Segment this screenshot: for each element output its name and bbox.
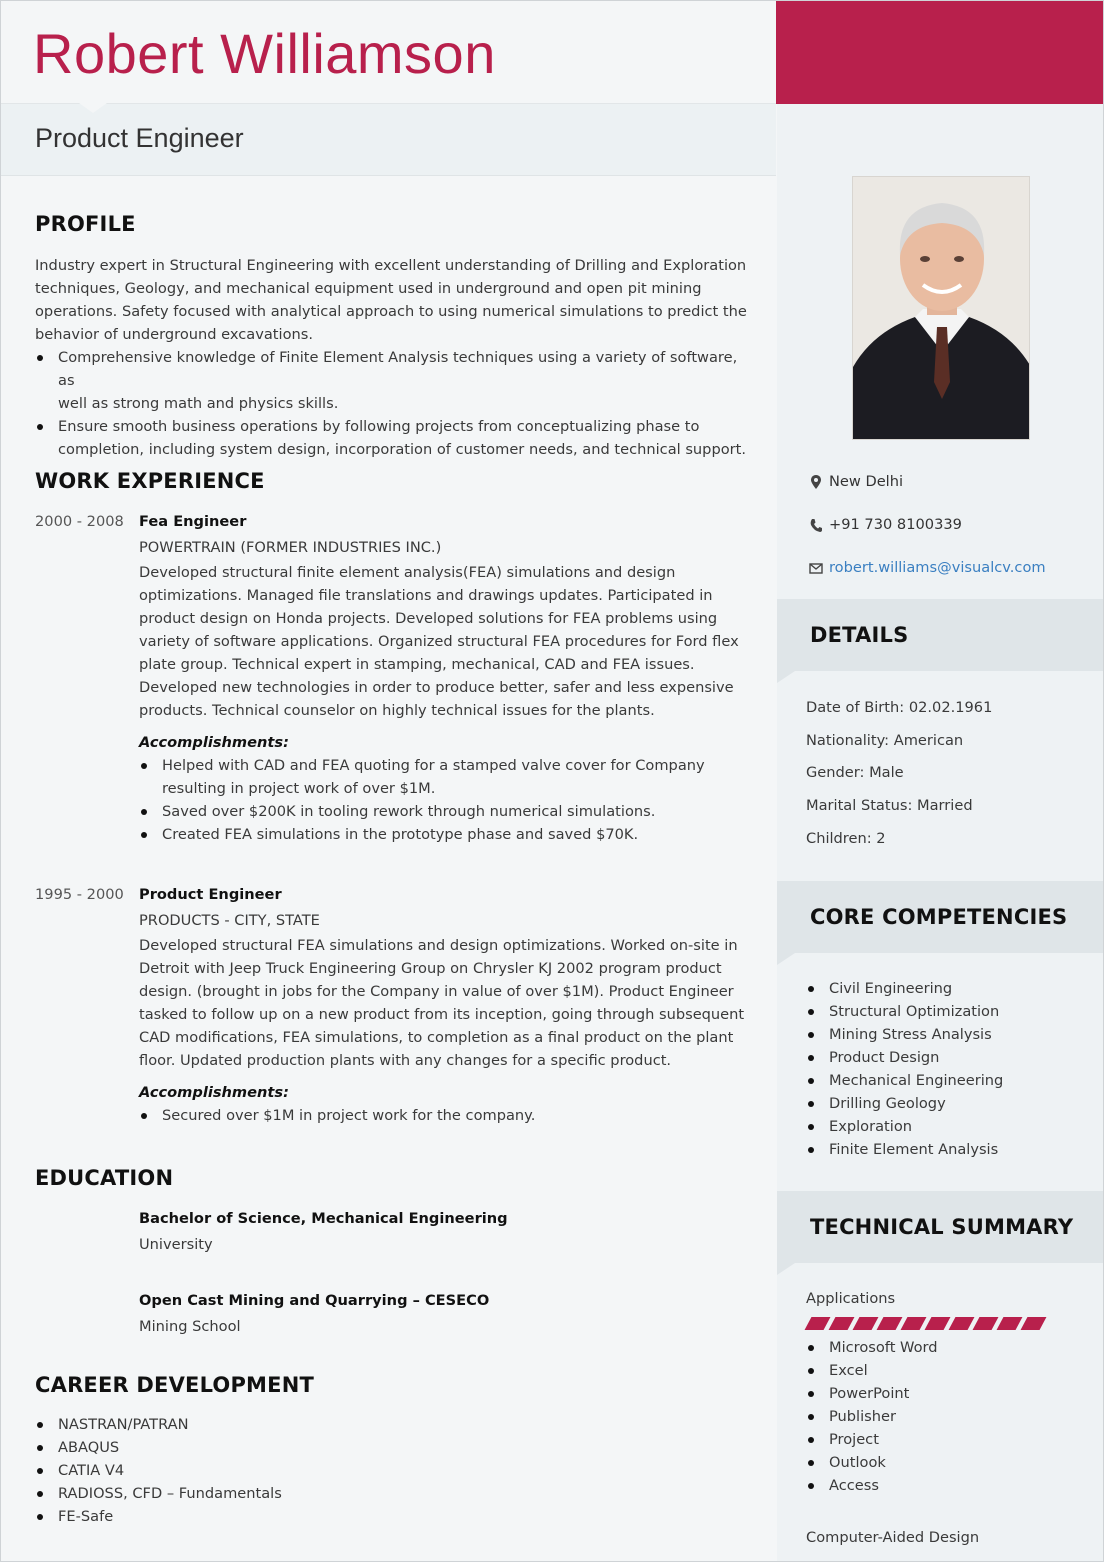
- accomplishment-item: [139, 1104, 759, 1127]
- detail-nationality: Nationality: American: [806, 732, 964, 749]
- contact-phone: [809, 516, 962, 533]
- bullet-line: Comprehensive knowledge of Finite Element Analysis techniques using a variety of software, as: [58, 349, 738, 389]
- education-heading: EDUCATION: [35, 1166, 174, 1190]
- profile-bullet: [35, 346, 755, 415]
- contact-email[interactable]: [809, 559, 1046, 576]
- competency-item: Mining Stress Analysis: [806, 1023, 1096, 1046]
- rating-segment: [877, 1317, 903, 1330]
- desc-line: products. Technical counselor on highly technical issues for the plants.: [139, 702, 655, 719]
- rating-segment: [997, 1317, 1023, 1330]
- competency-item: Structural Optimization: [806, 1000, 1096, 1023]
- job-description: [139, 561, 759, 722]
- email-link[interactable]: robert.williams@visualcv.com: [829, 559, 1046, 576]
- competency-item: Civil Engineering: [806, 977, 1096, 1000]
- bullet-line: Ensure smooth business operations by following projects from conceptualizing phase to: [58, 418, 700, 435]
- job-dates: 1995 - 2000: [35, 886, 124, 903]
- profile-bullet: [35, 415, 755, 461]
- desc-line: CAD modifications, FEA simulations, to completion as a final product on the plant: [139, 1029, 734, 1046]
- desc-line: tasked to follow up on a new product from its inception, going through subsequent: [139, 1006, 745, 1023]
- application-item: PowerPoint: [806, 1382, 1096, 1405]
- accomplishment-item: [139, 754, 759, 800]
- contact-location: [809, 473, 903, 490]
- career-item: CATIA V4: [35, 1459, 435, 1482]
- desc-line: product design on Honda projects. Developed solutions for FEA problems using: [139, 610, 718, 627]
- desc-line: plate group. Technical expert in stamping, mechanical, CAD and FEA issues.: [139, 656, 695, 673]
- education-school: University: [139, 1236, 213, 1253]
- education-degree: Open Cast Mining and Quarrying – CESECO: [139, 1292, 490, 1309]
- competencies-band-pointer: [777, 953, 795, 965]
- cad-label: Computer-Aided Design: [806, 1529, 980, 1546]
- desc-line: floor. Updated production plants with any changes for a specific product.: [139, 1052, 672, 1069]
- header-accent-block: [776, 1, 1104, 104]
- location-text: New Delhi: [829, 473, 904, 490]
- accomplishments-list: [139, 754, 759, 846]
- profile-text: [35, 254, 755, 346]
- application-item: Outlook: [806, 1451, 1096, 1474]
- desc-line: variety of software applications. Organized structural FEA procedures for Ford flex: [139, 633, 739, 650]
- rating-segment: [901, 1317, 927, 1330]
- bullet-line: Saved over $200K in tooling rework through numerical simulations.: [162, 803, 656, 820]
- job-company: PRODUCTS - CITY, STATE: [139, 912, 320, 929]
- competency-item: Product Design: [806, 1046, 1096, 1069]
- application-item: Project: [806, 1428, 1096, 1451]
- education-degree: Bachelor of Science, Mechanical Engineering: [139, 1210, 508, 1227]
- accomplishment-item: [139, 800, 759, 823]
- profile-line: behavior of underground excavations.: [35, 326, 314, 343]
- job-title: Product Engineer: [35, 123, 244, 153]
- career-item: ABAQUS: [35, 1436, 435, 1459]
- applications-label: Applications: [806, 1290, 896, 1307]
- desc-line: Developed structural FEA simulations and design optimizations. Worked on-site in: [139, 937, 738, 954]
- application-item: Publisher: [806, 1405, 1096, 1428]
- competency-item: Mechanical Engineering: [806, 1069, 1096, 1092]
- envelope-icon: [809, 560, 823, 576]
- career-item: RADIOSS, CFD – Fundamentals: [35, 1482, 435, 1505]
- desc-line: Developed new technologies in order to produce better, safer and less expensive: [139, 679, 734, 696]
- profile-photo: [852, 176, 1030, 440]
- profile-line: Industry expert in Structural Engineering with excellent understanding of Drilling and Exploration: [35, 257, 747, 274]
- technical-band-pointer: [777, 1263, 795, 1275]
- rating-segment: [805, 1317, 831, 1330]
- bullet-line: completion, including system design, incorporation of customer needs, and technical support.: [58, 441, 746, 458]
- job-dates: 2000 - 2008: [35, 513, 124, 530]
- profile-heading: PROFILE: [35, 212, 136, 236]
- detail-children: Children: 2: [806, 830, 886, 847]
- candidate-name: Robert Williamson: [33, 22, 496, 85]
- phone-icon: [809, 517, 823, 533]
- job-company: POWERTRAIN (FORMER INDUSTRIES INC.): [139, 539, 442, 556]
- job-role: Fea Engineer: [139, 513, 247, 530]
- job-role: Product Engineer: [139, 886, 282, 903]
- education-school: Mining School: [139, 1318, 241, 1335]
- accomplishments-list: [139, 1104, 759, 1127]
- rating-segment: [829, 1317, 855, 1330]
- competency-item: Exploration: [806, 1115, 1096, 1138]
- application-item: Excel: [806, 1359, 1096, 1382]
- rating-segment: [925, 1317, 951, 1330]
- profile-line: operations. Safety focused with analytical approach to using numerical simulations to predict the: [35, 303, 747, 320]
- application-item: Access: [806, 1474, 1096, 1497]
- phone-text: +91 730 8100339: [829, 516, 962, 533]
- name-band-pointer: [79, 103, 107, 113]
- job-description: [139, 934, 759, 1072]
- competencies-list: [806, 977, 1096, 1161]
- rating-segment: [949, 1317, 975, 1330]
- rating-segment: [1021, 1317, 1047, 1330]
- accomplishment-item: [139, 823, 759, 846]
- bullet-line: Created FEA simulations in the prototype phase and saved $70K.: [162, 826, 639, 843]
- rating-segment: [853, 1317, 879, 1330]
- work-heading: WORK EXPERIENCE: [35, 469, 265, 493]
- profile-bullets: [35, 346, 755, 461]
- career-heading: CAREER DEVELOPMENT: [35, 1373, 314, 1397]
- detail-marital-status: Marital Status: Married: [806, 797, 973, 814]
- bullet-line: well as strong math and physics skills.: [58, 395, 339, 412]
- profile-line: techniques, Geology, and mechanical equipment used in underground and open pit mining: [35, 280, 702, 297]
- applications-rating-bar: [808, 1317, 1048, 1330]
- accomplishments-label: Accomplishments:: [139, 1084, 289, 1101]
- detail-dob: Date of Birth: 02.02.1961: [806, 699, 993, 716]
- applications-list: [806, 1336, 1096, 1497]
- rating-segment: [973, 1317, 999, 1330]
- details-band-pointer: [777, 671, 795, 683]
- desc-line: Detroit with Jeep Truck Engineering Group on Chrysler KJ 2002 program product: [139, 960, 722, 977]
- desc-line: optimizations. Managed file translations and drawings updates. Participated in: [139, 587, 713, 604]
- technical-heading: TECHNICAL SUMMARY: [810, 1215, 1074, 1239]
- detail-gender: Gender: Male: [806, 764, 904, 781]
- details-heading: DETAILS: [810, 623, 909, 647]
- map-pin-icon: [809, 474, 823, 490]
- bullet-line: resulting in project work of over $1M.: [162, 780, 436, 797]
- desc-line: design. (brought in jobs for the Company in value of over $1M). Product Engineer: [139, 983, 734, 1000]
- desc-line: Developed structural finite element analysis(FEA) simulations and design: [139, 564, 676, 581]
- competencies-heading: CORE COMPETENCIES: [810, 905, 1068, 929]
- career-item: FE-Safe: [35, 1505, 435, 1528]
- bullet-line: Helped with CAD and FEA quoting for a stamped valve cover for Company: [162, 757, 705, 774]
- application-item: Microsoft Word: [806, 1336, 1096, 1359]
- portrait-image: [853, 177, 1030, 440]
- competency-item: Drilling Geology: [806, 1092, 1096, 1115]
- competency-item: Finite Element Analysis: [806, 1138, 1096, 1161]
- career-list: [35, 1413, 435, 1528]
- bullet-line: Secured over $1M in project work for the company.: [162, 1107, 536, 1124]
- career-item: NASTRAN/PATRAN: [35, 1413, 435, 1436]
- accomplishments-label: Accomplishments:: [139, 734, 289, 751]
